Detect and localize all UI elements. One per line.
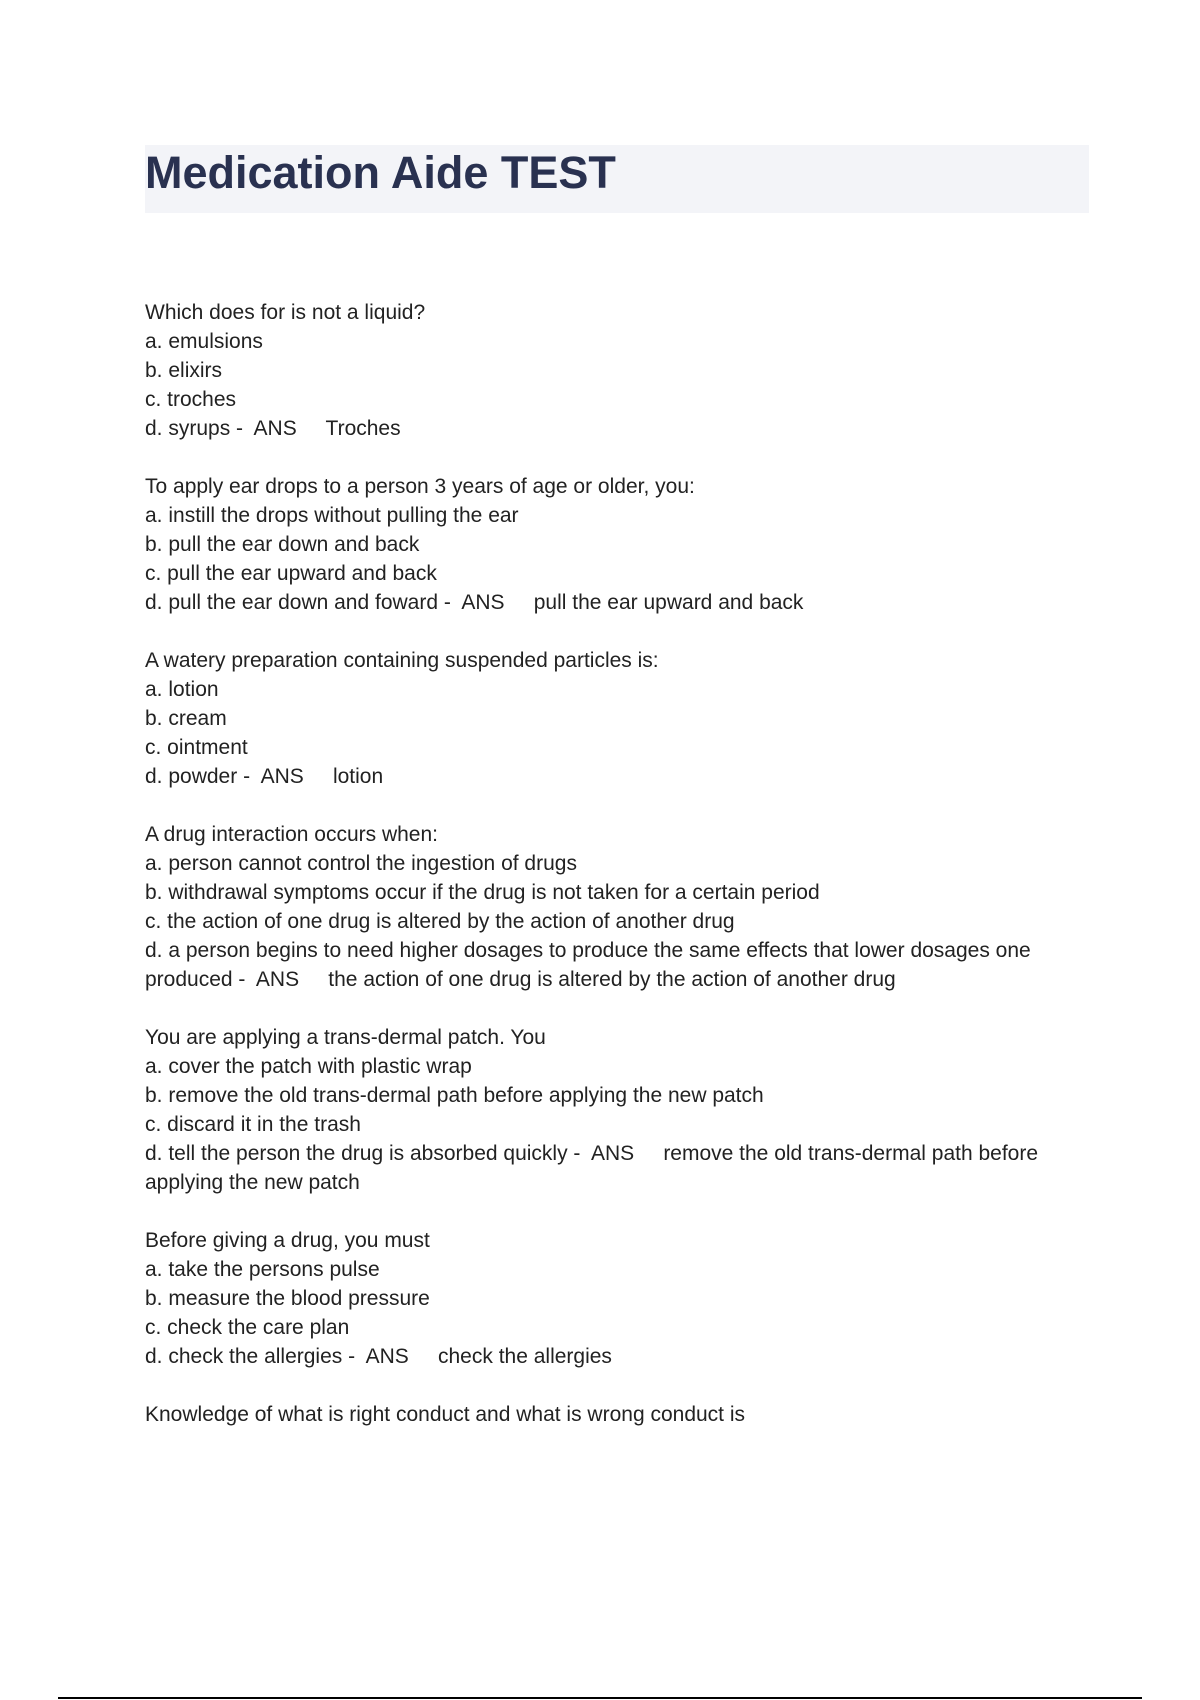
answer-option [145, 1284, 1085, 1313]
option-text: b. cream [145, 707, 227, 730]
answer-option [145, 559, 1085, 588]
correct-answer: remove the old trans-dermal path before applying the new patch [145, 1142, 1039, 1194]
answer-option [145, 1313, 1085, 1342]
answer-option: d. powder - ANS lotion [145, 765, 384, 788]
option-text: d. check the allergies [145, 1345, 343, 1368]
answer-option [145, 1081, 1085, 1110]
ans-marker: ANS [260, 765, 304, 788]
answer-option [145, 530, 1085, 559]
answer-option: d. tell the person the drug is absorbed quickly - ANS remove the old trans-dermal path before applying the new patch [145, 1142, 1039, 1194]
option-text: c. troches [145, 388, 237, 411]
answer-option [145, 1255, 1085, 1284]
question-prompt: A drug interaction occurs when: [145, 823, 438, 846]
option-text: d. syrups [145, 417, 231, 440]
ans-marker: ANS [461, 591, 505, 614]
answer-option [145, 327, 1085, 356]
question-prompt: Which does for is not a liquid? [145, 301, 426, 324]
answer-option [145, 675, 1085, 704]
option-text: c. discard it in the trash [145, 1113, 361, 1136]
question-block [145, 1023, 1085, 1197]
ans-marker: ANS [590, 1142, 635, 1165]
option-text: a. lotion [145, 678, 219, 701]
option-text: c. the action of one drug is altered by the action of another drug [145, 910, 735, 933]
question-prompt: Before giving a drug, you must [145, 1229, 430, 1252]
correct-answer: check the allergies [438, 1345, 612, 1368]
option-text: d. a person begins to need higher dosages to produce the same effects that lower dosages one produced [145, 939, 1031, 991]
correct-answer: pull the ear upward and back [533, 591, 804, 614]
option-text: a. cover the patch with plastic wrap [145, 1055, 472, 1078]
question-block [145, 646, 1085, 791]
question-block [145, 1226, 1085, 1371]
answer-option [145, 385, 1085, 414]
question-block [145, 298, 1085, 443]
option-text: b. pull the ear down and back [145, 533, 420, 556]
answer-option [145, 907, 1085, 936]
option-text: d. pull the ear down and foward [145, 591, 439, 614]
question-prompt: Knowledge of what is right conduct and what is wrong conduct is [145, 1403, 746, 1426]
correct-answer: lotion [332, 765, 384, 788]
option-text: d. tell the person the drug is absorbed quickly [145, 1142, 568, 1165]
answer-option [145, 733, 1085, 762]
option-text: b. remove the old trans-dermal path before applying the new patch [145, 1084, 764, 1107]
answer-option [145, 1052, 1085, 1081]
answer-option [145, 356, 1085, 385]
option-text: a. emulsions [145, 330, 263, 353]
option-text: b. elixirs [145, 359, 223, 382]
question-prompt: To apply ear drops to a person 3 years of age or older, you: [145, 475, 695, 498]
option-text: c. check the care plan [145, 1316, 350, 1339]
option-text: c. ointment [145, 736, 248, 759]
correct-answer: the action of one drug is altered by the action of another drug [328, 968, 896, 991]
answer-option [145, 501, 1085, 530]
ans-marker: ANS [255, 968, 300, 991]
option-text: a. take the persons pulse [145, 1258, 380, 1281]
answer-option: d. pull the ear down and foward - ANS pull the ear upward and back [145, 591, 804, 614]
question-block [145, 820, 1085, 994]
answer-option: d. syrups - ANS Troches [145, 417, 401, 440]
question-list [145, 298, 1085, 1458]
option-text: a. instill the drops without pulling the ear [145, 504, 519, 527]
answer-option [145, 878, 1085, 907]
footer-rule [58, 1697, 1142, 1699]
option-text: b. measure the blood pressure [145, 1287, 430, 1310]
ans-marker: ANS [253, 417, 297, 440]
answer-option: d. a person begins to need higher dosages to produce the same effects that lower dosages one produced - ANS the action of one drug is altered by the action of another drug [145, 939, 1031, 991]
option-text: a. person cannot control the ingestion of drugs [145, 852, 577, 875]
question-prompt: A watery preparation containing suspended particles is: [145, 649, 659, 672]
option-text: b. withdrawal symptoms occur if the drug is not taken for a certain period [145, 881, 820, 904]
option-text: d. powder [145, 765, 238, 788]
ans-marker: ANS [365, 1345, 409, 1368]
question-block [145, 1400, 1085, 1429]
answer-option: d. check the allergies - ANS check the allergies [145, 1345, 612, 1368]
answer-option [145, 1110, 1085, 1139]
question-block [145, 472, 1085, 617]
answer-option [145, 849, 1085, 878]
option-text: c. pull the ear upward and back [145, 562, 437, 585]
document-title: Medication Aide TEST [145, 147, 616, 198]
answer-option [145, 704, 1085, 733]
question-prompt: You are applying a trans-dermal patch. You [145, 1026, 546, 1049]
correct-answer: Troches [325, 417, 401, 440]
